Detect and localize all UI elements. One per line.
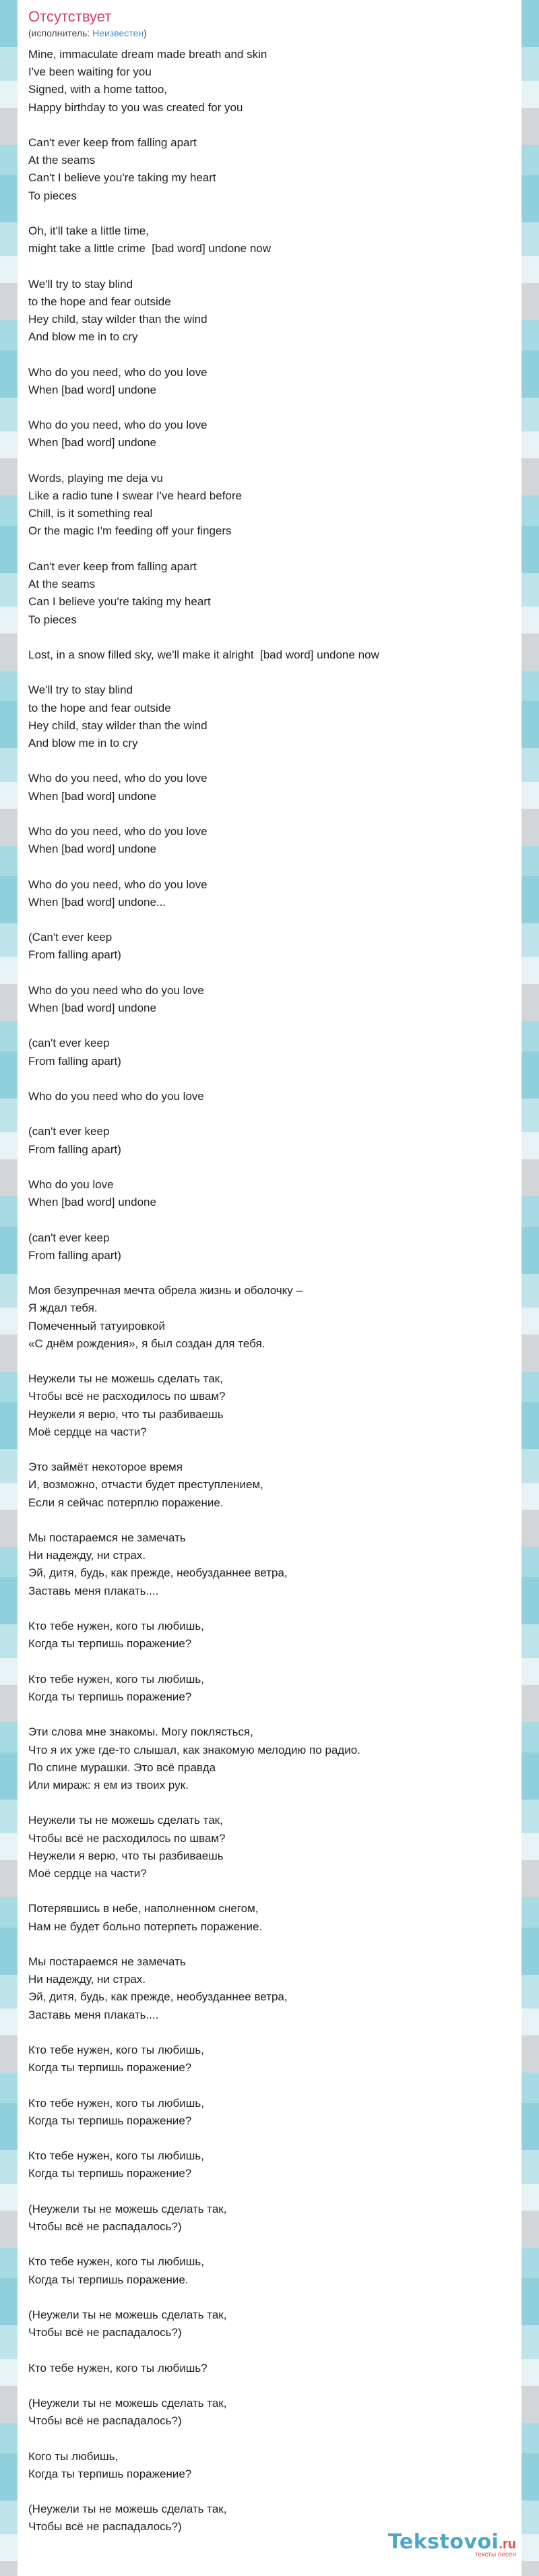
artist-line: [28, 27, 512, 39]
lyrics-text: Mine, immaculate dream made breath and skin I've been waiting for you Signed, with a home tattoo, Happy birthday to you was created for you Can't ever keep from falling apart At the seams Can't I believe you're taking my heart To pieces Oh, it'll take a little time, might take a little crime [bad word] undone now We'll try to stay blind to the hope and fear outside Hey child, stay wilder than the wind And blow me in to cry Who do you need, who do you love When [bad word] undone Who do you need, who do you love When [bad word] undone Words, playing me deja vu Like a radio tune I swear I've heard before Chill, is it something real Or the magic I'm feeding off your fingers Can't ever keep from falling apart At the seams Can I believe you're taking my heart To pieces Lost, in a snow filled sky, we'll make it alright [bad word] undone now We'll try to stay blind to the hope and fear outside Hey child, stay wilder than the wind And blow me in to cry Who do you need, who do you love When [bad word] undone Who do you need, who do you love When [bad word] undone Who do you need, who do you love When [bad word] undone... (Can't ever keep From falling apart) Who do you need who do you love When [bad word] undone (can't ever keep From falling apart) Who do you need who do you love (can't ever keep From falling apart) Who do you love When [bad word] undone (can't ever keep From falling apart) Моя безупречная мечта обрела жизнь и оболочку – Я ждал тебя. Помеченный татуировкой «С днём рождения», я был создан для тебя. Неужели ты не можешь сделать так, Чтобы всё не расходилось по швам? Неужели я верю, что ты разбиваешь Моё сердце на части? Это займёт некоторое время И, возможно, отчасти будет преступлением, Если я сейчас потерплю поражение. Мы постараемся не замечать Ни надежду, ни страх. Эй, дитя, будь, как прежде, необузданнее ветра, Заставь меня плакать.... Кто тебе нужен, кого ты любишь, Когда ты терпишь поражение? Кто тебе нужен, кого ты любишь, Когда ты терпишь поражение? Эти слова мне знакомы. Могу поклясться, Что я их уже где-то слышал, как знакомую мелодию по радио. По спине мурашки. Это всё правда Или мираж: я ем из твоих рук. Неужели ты не можешь сделать так, Чтобы всё не расходилось по швам? Неужели я верю, что ты разбиваешь Моё сердце на части? Потерявшись в небе, наполненном снегом, Нам не будет больно потерпеть поражение. Мы постараемся не замечать Ни надежду, ни страх. Эй, дитя, будь, как прежде, необузданнее ветра, Заставь меня плакать.... Кто тебе нужен, кого ты любишь, Когда ты терпишь поражение? Кто тебе нужен, кого ты любишь, Когда ты терпишь поражение? Кто тебе нужен, кого ты любишь, Когда ты терпишь поражение? (Неужели ты не можешь сделать так, Чтобы всё не распадалось?) Кто тебе нужен, кого ты любишь, Когда ты терпишь поражение. (Неужели ты не можешь сделать так, Чтобы всё не распадалось?) Кто тебе нужен, кого ты любишь? (Неужели ты не можешь сделать так, Чтобы всё не распадалось?) Кого ты любишь, Когда ты терпишь поражение? (Неужели ты не можешь сделать так, Чтобы всё не распадалось?): [28, 48, 379, 2534]
artist-link[interactable]: Неизвестен: [92, 28, 144, 38]
left-decorative-stripes: [0, 0, 18, 2576]
lyrics-page: [18, 0, 521, 2576]
site-logo[interactable]: [388, 2530, 516, 2558]
artist-prefix: (исполнитель:: [28, 28, 93, 38]
logo-name: Tekstovoi: [387, 2530, 499, 2554]
right-decorative-stripes: [521, 0, 539, 2576]
song-title: Отсутствует: [28, 8, 112, 25]
logo-tld: .ru: [499, 2537, 516, 2552]
logo-tagline: тексты песен: [474, 2551, 516, 2558]
artist-suffix: ): [144, 28, 147, 38]
